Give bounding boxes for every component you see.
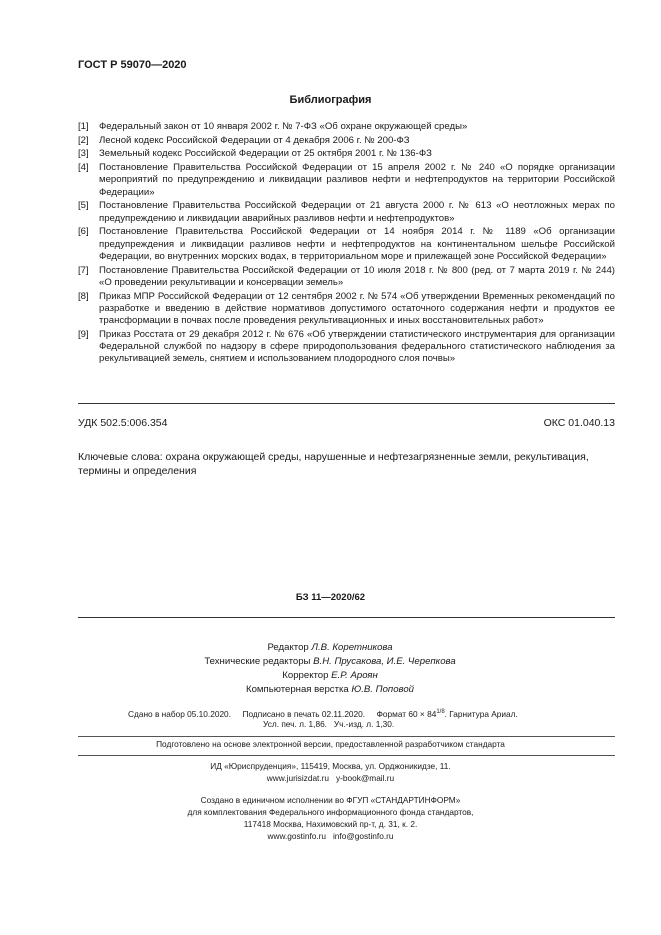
divider: [78, 755, 615, 756]
print-date: Подписано в печать 02.11.2020.: [242, 708, 366, 719]
item-text: Постановление Правительства Российской Федерации от 15 апреля 2002 г. № 240 «О порядке организации мероприятий по предупреждению и ликвидации разливов нефти и нефтепродуктов на территории Российской Федерации»: [99, 162, 615, 198]
bibliography-item: [78, 226, 615, 263]
bibliography-item: [78, 121, 615, 133]
credit-tech-editors: [150, 655, 510, 669]
item-number: [5]: [78, 200, 89, 212]
item-number: [7]: [78, 264, 89, 276]
item-text: Постановление Правительства Российской Федерации от 10 июля 2018 г. № 800 (ред. от 7 марта 2019 г. № 244) «О проведении рекультивации и консервации земель»: [99, 264, 615, 288]
divider: [78, 736, 615, 737]
typeface: . Гарнитура Ариал.: [444, 708, 518, 719]
printer-line-2: для комплектования Федерального информационного фонда стандартов,: [187, 807, 474, 817]
publishing-line-2: Усл. печ. л. 1,86. Уч.-изд. л. 1,30.: [263, 719, 395, 729]
preparation-note: Подготовлено на основе электронной версии, предоставленной разработчиком стандарта: [156, 739, 505, 749]
divider: [78, 617, 615, 618]
credits: [150, 641, 510, 697]
credit-proofreader: [150, 669, 510, 683]
publisher-contacts: www.jurisizdat.ru y-book@mail.ru: [266, 773, 395, 783]
bibliography-item: [78, 265, 615, 290]
printer-info: [0, 794, 661, 842]
item-number: [3]: [78, 148, 89, 160]
item-number: [4]: [78, 162, 89, 174]
oks-code: ОКС 01.040.13: [543, 417, 615, 429]
credit-name: Л.В. Коретникова: [311, 642, 393, 653]
item-text: Приказ МПР Российской Федерации от 12 сентября 2002 г. № 574 «Об утверждении Временных рекомендаций по разработке и введению в действие нормативов допустимого остаточного содержания нефти и продуктов ее трансформации в почвах после проведения рекультивационных и иных восстановительных работ»: [99, 290, 615, 327]
bibliography-list: [78, 121, 615, 367]
item-number: [6]: [78, 226, 89, 238]
item-number: [2]: [78, 134, 89, 146]
bibliography-item: [78, 135, 615, 147]
credit-role: Технические редакторы: [204, 656, 311, 667]
item-text: Лесной кодекс Российской Федерации от 4 декабря 2006 г. № 200-ФЗ: [99, 134, 410, 146]
credit-role: Редактор: [267, 642, 309, 653]
divider: [78, 403, 615, 404]
printer-address: 117418 Москва, Нахимовский пр-т, д. 31, к. 2.: [243, 819, 418, 829]
credit-role: Корректор: [282, 670, 329, 681]
credit-layout: [150, 683, 510, 697]
credit-name: Е.Р. Ароян: [331, 670, 378, 681]
bibliography-item: [78, 200, 615, 225]
item-text: Постановление Правительства Российской Федерации от 21 августа 2000 г. № 613 «О неотложных мерах по предупреждению и ликвидации аварийных разливов нефти и нефтепродуктов»: [99, 200, 615, 224]
bibliography-item: [78, 148, 615, 160]
printer-contacts: www.gostinfo.ru info@gostinfo.ru: [267, 831, 394, 841]
standard-designation: ГОСТ Р 59070—2020: [78, 59, 187, 71]
credit-name: Ю.В. Поповой: [351, 684, 414, 695]
publisher-address: ИД «Юриспруденция», 115419, Москва, ул. Орджоникидзе, 11.: [210, 761, 451, 771]
credit-role: Компьютерная верстка: [246, 684, 349, 695]
bibliography-title: Библиография: [289, 94, 372, 106]
format-fraction: 1/8: [436, 709, 445, 715]
bz-number: БЗ 11—2020/62: [295, 592, 366, 603]
item-number: [1]: [78, 121, 89, 132]
typeset-date: Сдано в набор 05.10.2020.: [128, 708, 231, 719]
item-text: Приказ Росстата от 29 декабря 2012 г. № 676 «Об утверждении статистического инструментария для организации Федеральной службой по надзору в сфере природопользования федерального статистического наблюдения за рекультивацией земель, снятием и использованием плодородного слоя почвы»: [99, 328, 615, 365]
publisher-info: [0, 760, 661, 784]
credit-name: В.Н. Прусакова, И.Е. Черепкова: [313, 656, 456, 667]
item-number: [8]: [78, 290, 89, 302]
item-text: Земельный кодекс Российской Федерации от 25 октября 2001 г. № 136-ФЗ: [99, 148, 432, 160]
item-text: Постановление Правительства Российской Федерации от 14 ноября 2014 г. № 1189 «Об организации предупреждения и ликвидации разливов нефти и нефтепродуктов на континентальном шельфе Российской Федерации, во внутренних морских водах, в территориальном море и прилежащей зоне Российской Федерации»: [99, 226, 615, 262]
udk-code: УДК 502.5:006.354: [78, 417, 168, 429]
format: Формат 60 × 84: [376, 708, 437, 719]
bibliography-item: [78, 291, 615, 328]
credit-editor: [150, 641, 510, 655]
item-number: [9]: [78, 328, 89, 340]
printer-line-1: Создано в единичном исполнении во ФГУП «СТАНДАРТИНФОРМ»: [200, 795, 461, 805]
bibliography-item: [78, 329, 615, 366]
item-text: Федеральный закон от 10 января 2002 г. № 7-ФЗ «Об охране окружающей среды»: [99, 121, 468, 132]
keywords: Ключевые слова: охрана окружающей среды, нарушенные и нефтезагрязненные земли, рекультивация, термины и определения: [78, 451, 589, 477]
bibliography-item: [78, 162, 615, 199]
